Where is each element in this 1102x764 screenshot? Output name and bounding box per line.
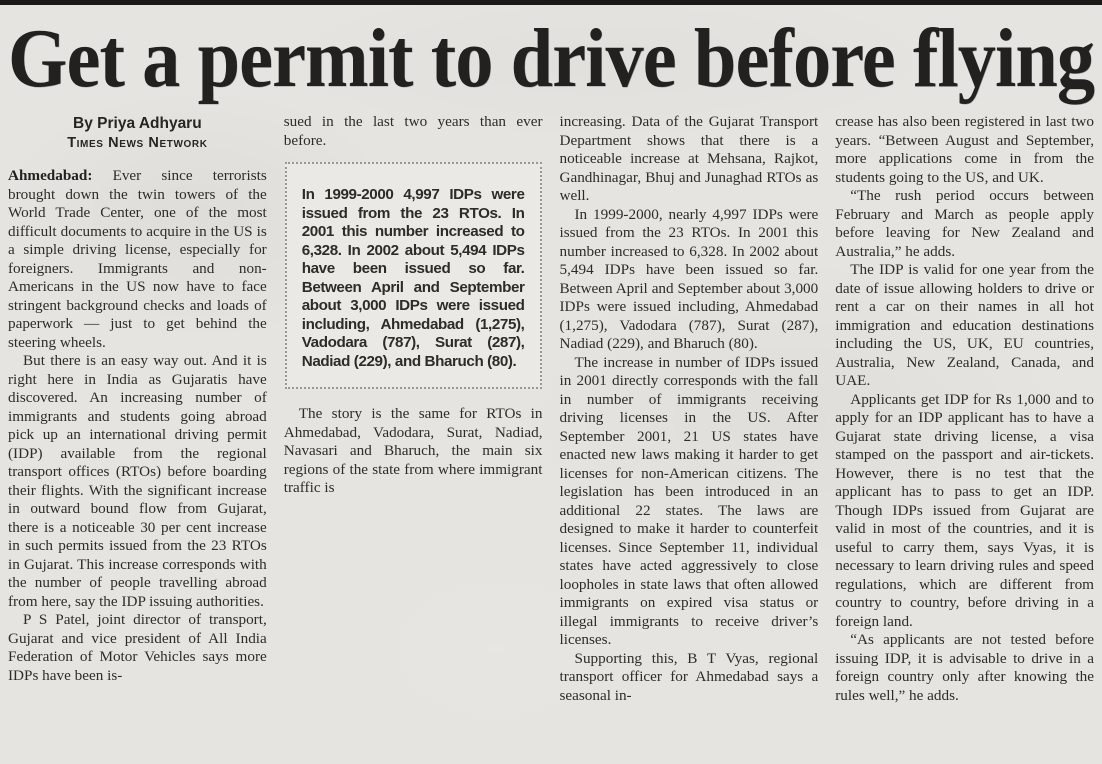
pullquote-box [285,162,542,389]
paragraph [8,167,267,352]
column-3 [560,113,819,759]
column-1 [8,113,267,759]
byline-agency: Times News Network [67,135,208,151]
paragraph: “As applicants are not tested before issuing IDP, it is advisable to drive in a foreign country only after knowing the rules well,” he adds. [835,631,1094,704]
paragraph: In 1999-2000, nearly 4,997 IDPs were issued from the 23 RTOs. In 2001 this number increased to 6,328. In 2002 about 5,494 IDPs have been issued so far. Between April and September about 3,000 IDPs were issued including, Ahmedabad (1,275), Vadodara (787), Surat (287), Nadiad (229), and Bharuch (80). [559,205,819,352]
byline-author: By Priya Adhyaru [73,115,202,132]
article-body [0,107,1102,759]
byline-block [8,115,267,151]
paragraph: P S Patel, joint director of transport, Gujarat and vice president of All India Federation of Motor Vehicles says more IDPs have been is- [8,611,267,684]
column-2 [284,113,543,759]
column-4 [835,113,1094,759]
headline-row [0,5,1102,107]
paragraph: The IDP is valid for one year from the date of issue allowing holders to drive or rent a car on their names in all hot immigration and education destinations including the US, UK, EU countries, Australia, New Zealand, Canada, and UAE. [835,261,1094,389]
paragraph: Applicants get IDP for Rs 1,000 and to apply for an IDP applicant has to have a Gujarat state driving license, a visa stamped on the passport and air-tickets. However, there is no test that the applicant has to pass to get an IDP. Though IDPs issued from Gujarat are valid in most of the countries, and it is useful to carry them, says Vyas, it is necessary to learn driving rules and speed regulations, which are different from country to country, before driving in a foreign land. [835,390,1094,630]
paragraph: sued in the last two years than ever before. [283,113,543,149]
headline-text: Get a permit to drive before flying [8,12,1095,105]
pullquote-text: In 1999-2000 4,997 IDPs were issued from the 23 RTOs. In 2001 this number increased to 6,328. In 2002 about 5,494 IDPs have been issued so far. Between April and September about 3,000 IDPs were issued including, Ahmedabad (1,275), Vadodara (787), Surat (287), Nadiad (229), and Bharuch (80). [301,186,525,370]
paragraph: But there is an easy way out. And it is right here in India as Gujaratis have discovered. An increasing number of immigrants and students going abroad pick up an international driving permit (IDP) available from the regional transport offices (RTOs) before boarding their flights. With the significant increase in outward bound flow from Gujarat, there is a noticeable 30 per cent increase in such permits issued from the 23 RTOs in Gujarat. This increase corresponds with the number of people travelling abroad from here, say the IDP issuing authorities. [8,352,267,610]
paragraph: crease has also been registered in last two years. “Between August and September, more applications come in from the students going to the US, and UK. [835,113,1094,186]
paragraph: “The rush period occurs between February and March as people apply before leaving for New Zealand and Australia,” he adds. [835,187,1094,260]
paragraph: increasing. Data of the Gujarat Transport Department shows that there is a noticeable increase at Mehsana, Rajkot, Gandhinagar, Bhuj and Junaghad RTOs as well. [559,113,819,204]
paragraph: The story is the same for RTOs in Ahmedabad, Vadodara, Surat, Nadiad, Navasari and Bharuch, the main six regions of the state from where immigrant traffic is [283,405,543,496]
paragraph: Supporting this, B T Vyas, regional transport officer for Ahmedabad says a seasonal in- [559,649,819,704]
dateline: Ahmedabad: [8,167,93,184]
paragraph-text: Ever since terrorists brought down the twin towers of the World Trade Center, one of the most difficult documents to acquire in the US is a simple driving license, especially for foreigners. Immigrants and non-Americans in the US now have to face stringent background checks and loads of paperwork — just to get behind the steering wheels. [8,167,267,351]
paragraph: The increase in number of IDPs issued in 2001 directly corresponds with the fall in number of immigrants receiving driving licenses in the US. After September 2001, 21 US states have enacted new laws making it harder to get licenses for non-American citizens. The legislation has been introduced in an additional 22 states. The laws are designed to make it harder to counterfeit licenses. Since September 11, individual states have acted aggressively to close loopholes in state laws that often allowed immigrants on expired visa status or illegal immigrants to receive driver’s licenses. [559,353,819,648]
